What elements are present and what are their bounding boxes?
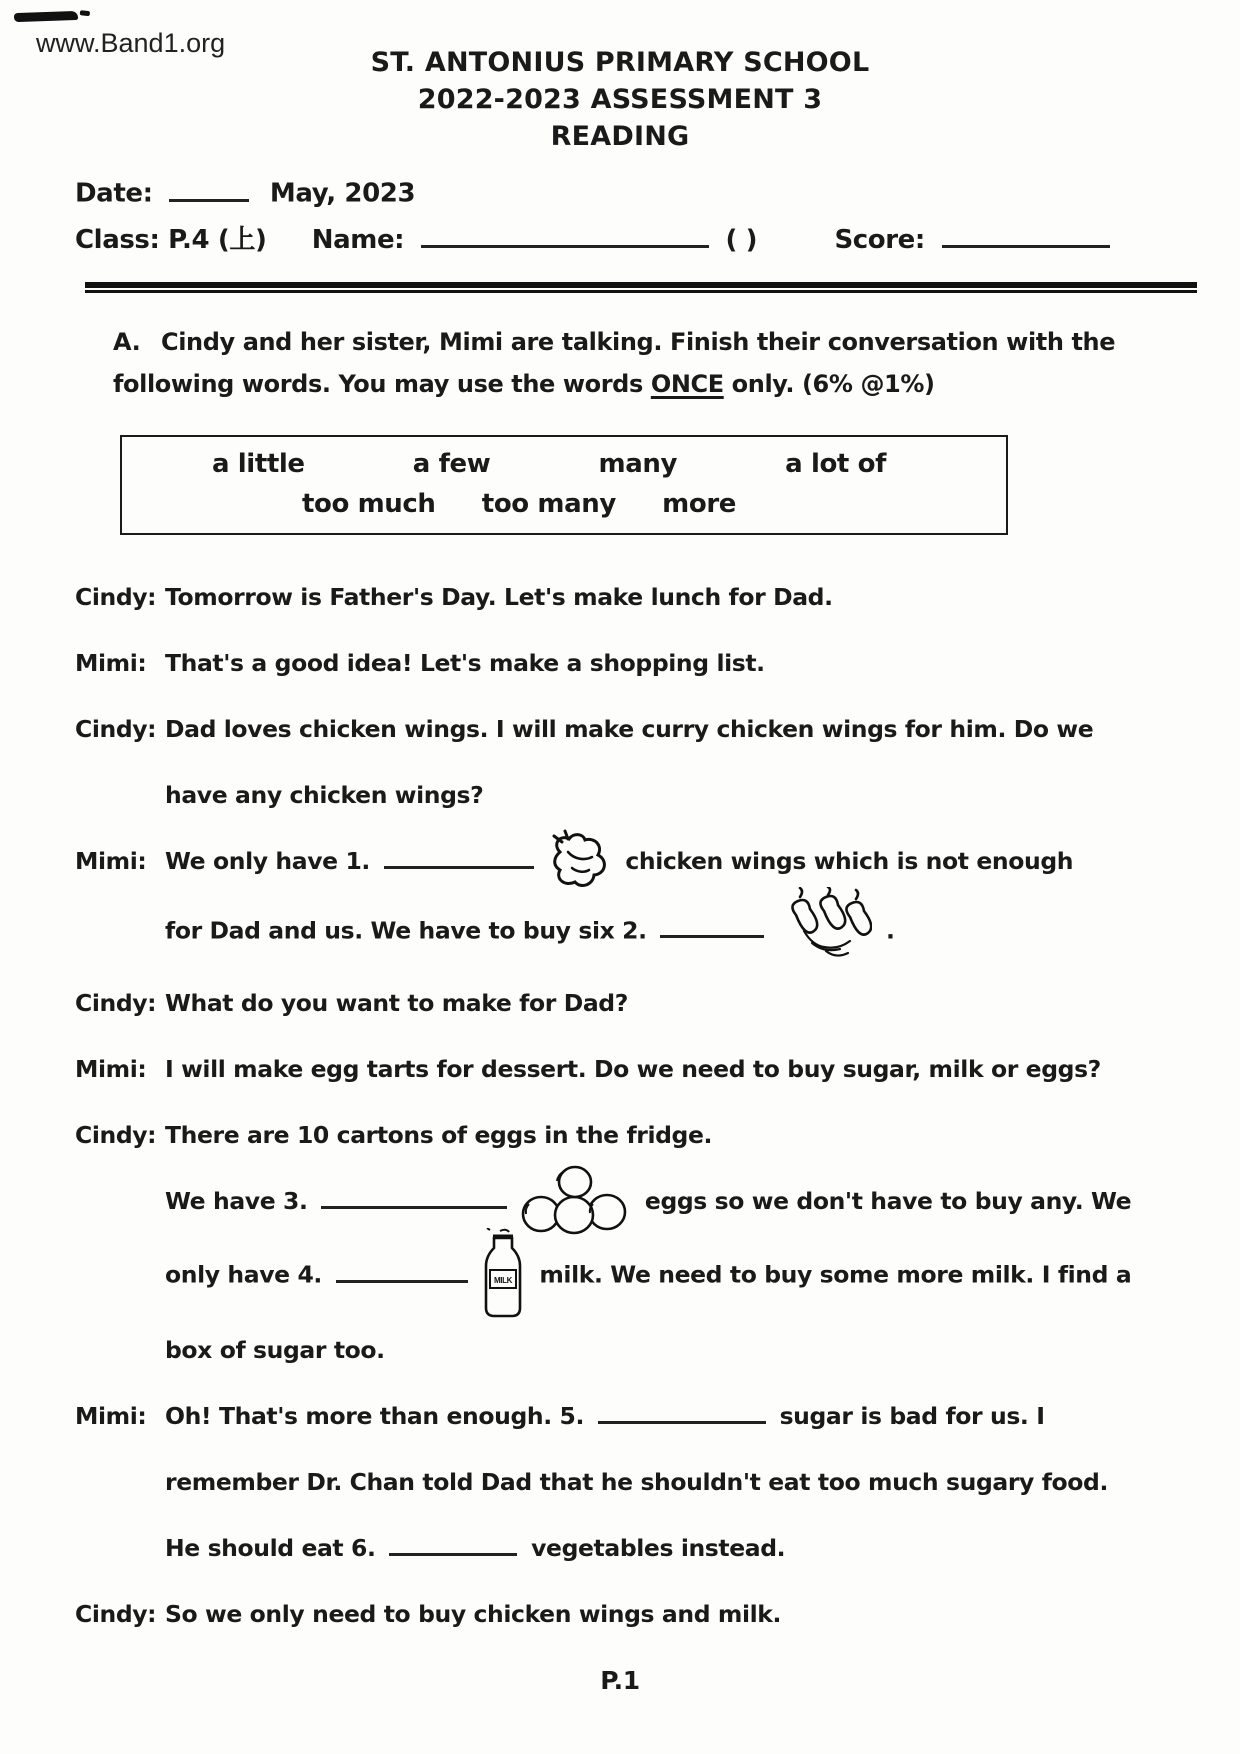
speaker-label: Mimi: (75, 1402, 147, 1431)
speaker-label: Cindy: (75, 1120, 157, 1149)
dialog-text: remember Dr. Chan told Dad that he shouldn't eat too much sugary food. (165, 1468, 1108, 1497)
dialog-continuation-row (75, 913, 1240, 951)
dialog-continuation-row (75, 1336, 1240, 1364)
dialog-text: sugar is bad for us. I (779, 1402, 1045, 1431)
dialog-row (75, 715, 1240, 743)
speaker-label: Cindy: (75, 988, 157, 1017)
dialog-text: Dad loves chicken wings. I will make curry chicken wings for him. Do we (165, 714, 1094, 743)
milk-bottle-icon (480, 1228, 526, 1320)
dialog-row (75, 989, 1240, 1017)
dialog-text: Tomorrow is Father's Day. Let's make lunch for Dad. (165, 582, 833, 611)
answer-blank-3[interactable] (321, 1189, 507, 1209)
paper-header (0, 0, 1240, 155)
word-bank-box (120, 435, 1008, 535)
speaker-label: Cindy: (75, 582, 157, 611)
page-number: P.1 (600, 1666, 640, 1696)
dialog-text: What do you want to make for Dad? (165, 988, 628, 1017)
dialog-text: vegetables instead. (531, 1534, 786, 1563)
dialog-text: We have 3. (165, 1186, 308, 1215)
dialog-row (75, 847, 1240, 875)
dialog-text: That's a good idea! Let's make a shopping list. (165, 648, 765, 677)
school-name: ST. ANTONIUS PRIMARY SCHOOL (370, 47, 870, 78)
section-a-label: A. (113, 327, 141, 356)
dialog-continuation-row (75, 1468, 1240, 1496)
section-a-instructions (113, 321, 1203, 405)
class-number-paren: ( ) (725, 224, 758, 255)
dialog-continuation-row (75, 1254, 1240, 1298)
score-blank[interactable] (942, 223, 1110, 248)
answer-blank-4[interactable] (336, 1263, 468, 1283)
speaker-label: Mimi: (75, 846, 147, 875)
watermark-url: www.Band1.org (36, 28, 226, 58)
dialog-text: for Dad and us. We have to buy six 2. (165, 916, 647, 945)
word-bank-row-2 (122, 489, 1006, 519)
class-name-score-line (75, 219, 1240, 256)
dialog-row (75, 1402, 1240, 1430)
date-line (75, 177, 1240, 209)
dialog-text: eggs so we don't have to buy any. We (644, 1186, 1132, 1215)
word-option: a little (212, 448, 305, 479)
date-suffix: May, 2023 (269, 178, 416, 209)
dialog-row (75, 583, 1240, 611)
dialog-text: only have 4. (165, 1260, 322, 1289)
dialog-row (75, 649, 1240, 677)
chicken-wing-icon (546, 828, 612, 892)
dialog-text: So we only need to buy chicken wings and milk. (165, 1600, 782, 1629)
word-option: too many (481, 488, 616, 519)
dialog-continuation-row (75, 1187, 1240, 1217)
word-option: more (662, 488, 736, 519)
student-info-block (75, 177, 1240, 256)
dialog-text: have any chicken wings? (165, 780, 484, 809)
speaker-label: Mimi: (75, 1054, 147, 1083)
section-divider-rule (85, 282, 1197, 293)
answer-blank-5[interactable] (598, 1404, 766, 1424)
dialog-row (75, 1055, 1240, 1083)
name-label: Name: (311, 224, 405, 255)
dialog-text: chicken wings which is not enough (625, 846, 1074, 875)
subject-title: READING (550, 121, 690, 152)
word-option: too much (302, 488, 436, 519)
dialog-continuation-row (75, 1534, 1240, 1562)
score-label: Score: (834, 224, 925, 255)
answer-blank-2[interactable] (660, 918, 764, 938)
dialog-text: Oh! That's more than enough. 5. (165, 1402, 584, 1431)
answer-blank-6[interactable] (389, 1536, 517, 1556)
dialog-continuation-row (75, 781, 1240, 809)
speaker-label: Mimi: (75, 648, 147, 677)
eggs-pile-icon (519, 1162, 631, 1238)
dialog-text: . (886, 916, 895, 945)
dialog-text: I will make egg tarts for dessert. Do we need to buy sugar, milk or eggs? (165, 1054, 1101, 1083)
speaker-label: Cindy: (75, 1600, 157, 1629)
class-label: Class: (75, 224, 160, 255)
dialog-row (75, 1121, 1240, 1149)
dialog-text: milk. We need to buy some more milk. I find a (539, 1260, 1132, 1289)
name-blank[interactable] (421, 223, 709, 248)
instructions-text-2: only. (6% @1%) (723, 369, 935, 398)
dialog-text: We only have 1. (165, 846, 370, 875)
dialog-text: There are 10 cartons of eggs in the fridge. (165, 1120, 713, 1149)
answer-blank-1[interactable] (384, 849, 534, 869)
word-option: many (598, 448, 677, 479)
dialog-row (75, 1600, 1240, 1628)
word-option: a few (412, 448, 491, 479)
dialog-text: box of sugar too. (165, 1336, 385, 1365)
once-word: ONCE (650, 369, 724, 398)
milk-bottle-label: MILK (493, 1276, 512, 1286)
speaker-label: Cindy: (75, 714, 157, 743)
conversation (75, 583, 1240, 1629)
chicken-wings-bunch-icon (776, 887, 872, 973)
word-option: a lot of (785, 448, 886, 479)
dialog-text: He should eat 6. (165, 1534, 376, 1563)
instructions-text-1: Cindy and her sister, Mimi are talking. Finish their conversation with the following words. You may use the words (113, 327, 1116, 398)
class-value: P.4 (上) (168, 224, 267, 255)
date-blank[interactable] (169, 177, 249, 202)
word-bank-row-1 (122, 449, 1006, 479)
date-label: Date: (75, 178, 153, 209)
assessment-title: 2022-2023 ASSESSMENT 3 (417, 84, 823, 115)
